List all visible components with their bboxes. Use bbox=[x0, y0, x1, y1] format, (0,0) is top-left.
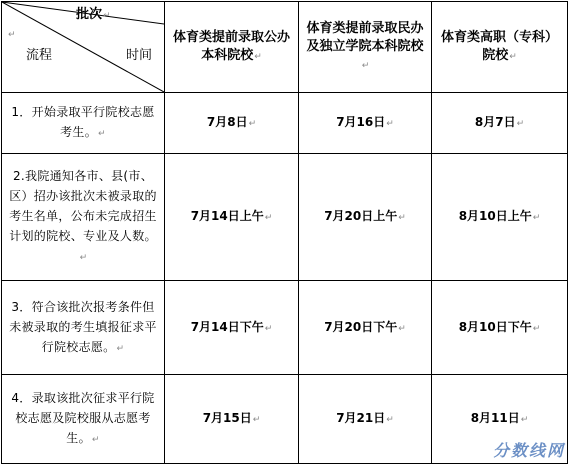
table-row bbox=[2, 281, 568, 375]
diagonal-header-cell: 批次↵ ↵ 流程 时间 bbox=[2, 2, 165, 93]
date-cell: 7月20日上午↵ bbox=[299, 154, 432, 281]
step-cell: 3．符合该批次报考条件但未被录取的考生填报征求平行院校志愿。↵ bbox=[2, 281, 165, 375]
time-label: 时间 bbox=[126, 48, 153, 63]
column-header-vocational: 体育类高职（专科）院校↵ bbox=[432, 2, 568, 93]
date-cell: 7月16日↵ bbox=[299, 93, 432, 154]
step-cell: 4．录取该批次征求平行院校志愿及院校服从志愿考生。↵ bbox=[2, 375, 165, 464]
date-cell: 8月11日↵ bbox=[432, 375, 568, 464]
batch-label: 批次↵ bbox=[76, 7, 111, 22]
table-row bbox=[2, 154, 568, 281]
step-cell: 1．开始录取平行院校志愿考生。↵ bbox=[2, 93, 165, 154]
column-header-private-undergrad: 体育类提前录取民办及独立学院本科院校↵ bbox=[299, 2, 432, 93]
admission-schedule-table bbox=[1, 1, 568, 464]
date-cell: 8月10日上午↵ bbox=[432, 154, 568, 281]
date-cell: 7月15日↵ bbox=[165, 375, 299, 464]
watermark-logo: 分数线网 bbox=[492, 441, 565, 460]
date-cell: 8月7日↵ bbox=[432, 93, 568, 154]
date-cell: 7月14日下午↵ bbox=[165, 281, 299, 375]
date-cell: 7月20日下午↵ bbox=[299, 281, 432, 375]
step-cell: 2.我院通知各市、县(市、区）招办该批次未被录取的考生名单，公布未完成招生计划的院校、专业及人数。↵ bbox=[2, 154, 165, 281]
date-cell: 7月8日↵ bbox=[165, 93, 299, 154]
table-row bbox=[2, 93, 568, 154]
header-row bbox=[2, 2, 568, 93]
column-header-public-undergrad: 体育类提前录取公办本科院校↵ bbox=[165, 2, 299, 93]
flow-label: 流程 bbox=[26, 48, 53, 63]
table-row bbox=[2, 375, 568, 464]
date-cell: 7月21日↵ bbox=[299, 375, 432, 464]
date-cell: 8月10日下午↵ bbox=[432, 281, 568, 375]
date-cell: 7月14日上午↵ bbox=[165, 154, 299, 281]
